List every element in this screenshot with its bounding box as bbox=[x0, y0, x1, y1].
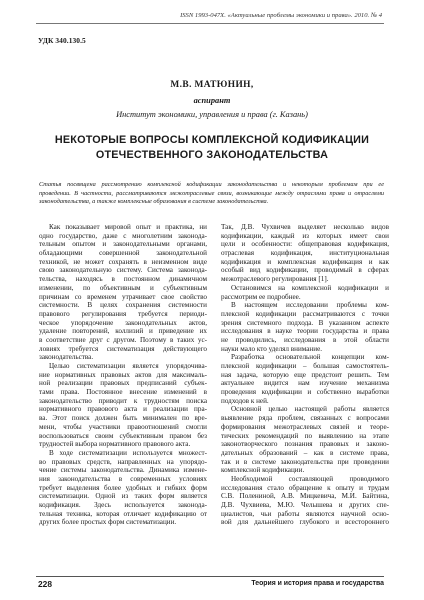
text-line: правового регулирования требуется периоди- bbox=[39, 309, 207, 318]
text-line: ния законодательства в современных условиях bbox=[39, 474, 207, 483]
paragraph bbox=[39, 449, 207, 527]
text-line: выявление ряда проблем, связанных с вопросами bbox=[221, 414, 389, 423]
text-line: законодательство приводит к трудностям поиска bbox=[39, 396, 207, 405]
text-line: законодательства. bbox=[39, 353, 94, 362]
text-line: трудностей выбора нормативного правового акта. bbox=[39, 440, 191, 449]
author-position: аспирант bbox=[193, 96, 231, 105]
udc-code: УДК 340.130.5 bbox=[38, 36, 86, 45]
abstract-line: Статья посвящена рассмотрению комплексной кодификации законодательства и некоторым проблемам при ее bbox=[39, 181, 384, 188]
text-line: не проводились, исследования в этой области bbox=[221, 335, 389, 344]
text-line: исследования в науке теории государства и права bbox=[221, 327, 389, 336]
paragraph bbox=[221, 284, 389, 301]
paragraph bbox=[39, 223, 207, 362]
text-line: тельным опытом и законодательными органами, bbox=[39, 240, 207, 249]
text-line: комплексной кодификации. bbox=[221, 466, 305, 475]
text-line: циалистов, чьи работы являются научной осно- bbox=[221, 509, 389, 518]
text-line: ва. Этот поиск должен быть минимален по вре- bbox=[39, 414, 207, 423]
text-line: Целью систематизации является упорядочива- bbox=[49, 362, 207, 370]
text-line: цели и особенности: общеправовая кодификация, bbox=[221, 240, 389, 249]
text-line: систематизации. Одной из таких форм является bbox=[39, 492, 207, 501]
paragraph bbox=[221, 223, 389, 284]
text-line: плексной кодификации – большая самостоятель- bbox=[221, 362, 389, 370]
text-line: особый вид кодификации, проводимый в сферах bbox=[221, 266, 389, 275]
text-line: актуальнее видится нам изучение механизма bbox=[221, 379, 389, 388]
paragraph bbox=[221, 475, 389, 527]
text-line: других более простых форм систематизации. bbox=[39, 518, 177, 527]
text-line: чение системы законодательства. Динамика измене- bbox=[39, 466, 207, 475]
text-line: С.В. Полениной, А.В. Мицкевича, М.И. Байтина, bbox=[221, 492, 389, 501]
text-line: тельная техника, которая отличает кодификацию от bbox=[39, 509, 207, 518]
text-line: формирования межотраслевых связей и теоре- bbox=[221, 422, 389, 431]
text-line: науки мало кто уделял внимание. bbox=[221, 344, 323, 353]
text-line: тельства, находясь в постоянном динамичном bbox=[39, 275, 207, 284]
text-line: причинам со временем утрачивает свое свойство bbox=[39, 292, 207, 301]
text-line: техникой, не может сохранять в неизменном виде bbox=[39, 257, 207, 266]
paragraph bbox=[221, 353, 389, 405]
text-line: дательных образований – как в системе права, bbox=[221, 448, 389, 457]
body-columns bbox=[39, 223, 389, 571]
text-line: в соответствие друг с другом. Поэтому в таких ус- bbox=[39, 335, 207, 344]
article-title-line: ОТЕЧЕСТВЕННОГО ЗАКОНОДАТЕЛЬСТВА bbox=[95, 149, 329, 161]
text-line: Так, Д.В. Чухвичев выделяет несколько видов bbox=[221, 223, 389, 231]
text-line: изменении, по объективным и субъективным bbox=[39, 283, 207, 292]
text-line: межотраслевого регулирования [1]. bbox=[221, 275, 329, 284]
text-line: вой для дальнейшего глубокого и всестороннего bbox=[221, 518, 389, 527]
text-line: рассмотрим ее подробнее. bbox=[221, 292, 301, 301]
text-line: ная задача, которую еще предстоит решить. Тем bbox=[221, 370, 389, 379]
page-footer bbox=[0, 576, 424, 590]
paragraph bbox=[39, 362, 207, 449]
text-line: системности. В целях сохранения системности bbox=[39, 301, 207, 310]
text-line: подходов к ней. bbox=[221, 396, 269, 405]
right-column bbox=[221, 223, 389, 527]
text-line: ловиях требуется систематизация действующего bbox=[39, 344, 207, 353]
running-header-text: ISSN 1993-047X. «Актуальные проблемы экономики и права». 2010. № 4 bbox=[180, 12, 382, 19]
text-line: тами права. Постоянное внесение изменений в bbox=[39, 388, 207, 397]
text-line: удаление повторений, коллизий и приведение их bbox=[39, 327, 207, 336]
header-rule bbox=[36, 23, 384, 24]
text-line: зрения системного подхода. В указанном аспекте bbox=[221, 318, 389, 327]
text-line: Необходимой составляющей проводимого bbox=[231, 474, 389, 483]
text-line: кодификация. Здесь используется законода- bbox=[39, 501, 207, 509]
abstract-line: законодательства, а также комплексные образования в системе законодательства. bbox=[39, 198, 269, 206]
abstract bbox=[39, 181, 384, 207]
text-line: ние нормативных правовых актов для максималь- bbox=[39, 370, 207, 379]
paragraph bbox=[221, 301, 389, 353]
text-line: В настоящем исследовании проблемы ком- bbox=[231, 301, 389, 310]
text-line: тических рекомендаций по выявлению на этапе bbox=[221, 431, 389, 440]
text-line: отраслевая кодификация, институциональная bbox=[221, 249, 389, 258]
text-line: свою законодательную систему. Система законода- bbox=[39, 266, 207, 275]
text-line: мени, чтобы участники правоотношений смогли bbox=[39, 422, 207, 431]
text-line: Разработка основательной концепции ком- bbox=[231, 353, 389, 362]
text-line: нормативного правового акта и реализации пра- bbox=[39, 405, 207, 414]
text-line: Основной целью настоящей работы является bbox=[231, 405, 389, 414]
text-line: требует выделения более удобных и гибких форм bbox=[39, 483, 207, 492]
journal-section-name: Теория и история права и государства bbox=[251, 580, 384, 587]
text-line: ной реализации правовых предписаний субъек- bbox=[39, 379, 207, 388]
text-line: воспользоваться своим субъективным правом без bbox=[39, 431, 207, 440]
text-line: так и в системе законодательства при проведении bbox=[221, 457, 389, 466]
running-header bbox=[0, 12, 424, 26]
abstract-line: проведении. В частности, рассматриваются межотраслевые связи, возникающие между отраслями права и отраслями bbox=[39, 189, 384, 197]
author-affiliation: Институт экономики, управления и права (г. Казань) bbox=[116, 110, 308, 119]
text-line: кодификация и комплексная кодификация и как bbox=[221, 257, 389, 266]
text-line: В ходе систематизации используется множест- bbox=[49, 448, 207, 457]
article-title-line: НЕКОТОРЫЕ ВОПРОСЫ КОМПЛЕКСНОЙ КОДИФИКАЦИИ bbox=[54, 134, 370, 146]
text-line: Остановимся на комплексной кодификации и bbox=[231, 283, 389, 292]
text-line: Как показывает мировой опыт и практика, ни bbox=[49, 223, 207, 231]
article-title bbox=[40, 133, 384, 163]
text-line: исследования стало обращение к опыту и трудам bbox=[221, 483, 389, 492]
text-line: Д.В. Чухвиева, М.Ю. Челышева и других спе- bbox=[221, 501, 389, 509]
page-number: 228 bbox=[38, 579, 52, 589]
text-line: кодификации, каждый из которых имеет свои bbox=[221, 231, 389, 240]
text-line: ческое упорядочение законодательных актов, bbox=[39, 318, 207, 327]
footer-rule bbox=[36, 576, 384, 577]
text-line: проведения кодификации и собственно выработки bbox=[221, 388, 389, 397]
text-line: во правовых средств, направленных на упорядо- bbox=[39, 457, 207, 466]
text-line: законотворческого познания правовых и законо- bbox=[221, 440, 389, 449]
left-column bbox=[39, 223, 207, 527]
author-name: М.В. МАТЮНИН, bbox=[170, 80, 254, 90]
text-line: плексной кодификации рассматриваются с точки bbox=[221, 309, 389, 318]
text-line: одно государство, даже с многолетним законода- bbox=[39, 231, 207, 240]
paragraph bbox=[221, 405, 389, 475]
text-line: обладающими совершенной законодательной bbox=[39, 249, 207, 258]
